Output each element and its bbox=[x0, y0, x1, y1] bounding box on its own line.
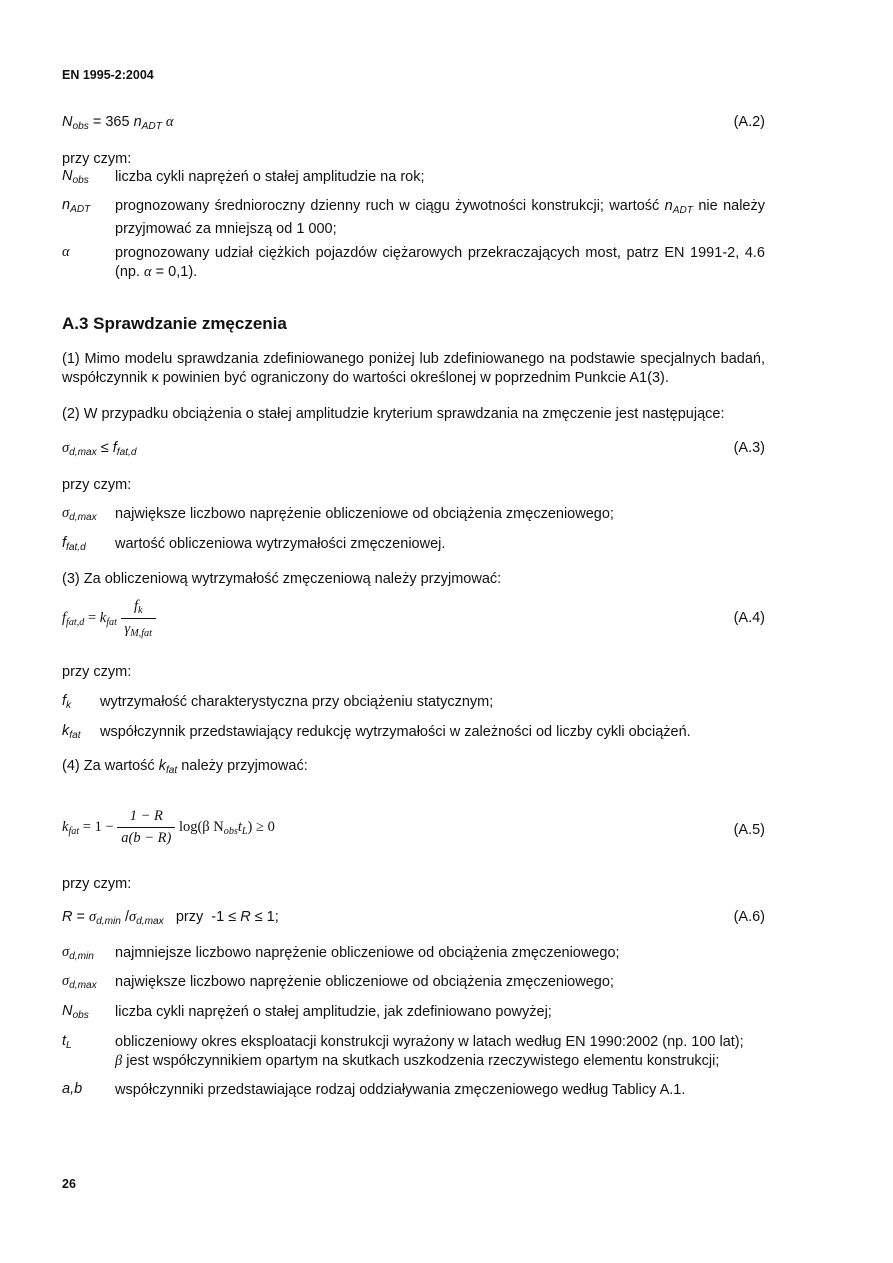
definition-a-b: współczynniki przedstawiające rodzaj oddziaływania zmęczeniowego według Tablicy A.1. bbox=[115, 1082, 686, 1098]
symbol-k-fat: $k_{fat}$ bbox=[62, 723, 81, 741]
equation-a3: $\sigma_{d,max} \le f_{fat,d}$ bbox=[62, 440, 137, 458]
equation-a5: $k_{fat} = 1$ − $\frac{1 - R}{a(b - R)}$ log(β $N_{obs}t_L) \ge 0$ bbox=[62, 808, 275, 846]
where-intro: przy czym: bbox=[62, 477, 132, 493]
equation-number-a4: (A.4) bbox=[733, 610, 765, 626]
equation-number-a3: (A.3) bbox=[733, 440, 765, 456]
symbol-f-fat-d: $f_{fat,d}$ bbox=[62, 535, 86, 553]
paragraph-3: (3) Za obliczeniową wytrzymałość zmęczeniową należy przyjmować: bbox=[62, 571, 502, 587]
definition-t-l: obliczeniowy okres eksploatacji konstrukcji wyrażony w latach według EN 1990:2002 (np. 100 lat); β jest współczynnikiem opartym na skutkach uszkodzenia rzeczywistego elementu konstrukcji; bbox=[115, 1034, 744, 1069]
symbol-t-l: $t_L$ bbox=[62, 1033, 72, 1051]
paragraph-4: (4) Za wartość $k_{fat}$ należy przyjmować: bbox=[62, 758, 308, 776]
section-heading: A.3 Sprawdzanie zmęczenia bbox=[62, 314, 287, 333]
symbol-sigma-d-min: $\sigma_{d,min}$ bbox=[62, 944, 94, 962]
definition-f-k: wytrzymałość charakterystyczna przy obciążeniu statycznym; bbox=[100, 694, 494, 710]
fraction-a5: $\frac{1 - R}{a(b - R)}$ bbox=[117, 808, 175, 847]
symbol-alpha: α bbox=[62, 244, 70, 260]
where-intro: przy czym: bbox=[62, 664, 132, 680]
definition-sigma-d-max: największe liczbowo naprężenie obliczeniowe od obciążenia zmęczeniowego; bbox=[115, 506, 614, 522]
paragraph-1: (1) Mimo modelu sprawdzania zdefiniowanego poniżej lub zdefiniowanego na podstawie specjalnych badań, współczynnik κ powinien być ograniczony do wartości określonej w poprzednim Punkcie A1(3). bbox=[62, 351, 765, 386]
definition-f-fat-d: wartość obliczeniowa wytrzymałości zmęczeniowej. bbox=[115, 536, 446, 552]
fraction-a4: $\frac{f_k}{\gamma_{M,fat}}$ bbox=[121, 598, 156, 639]
document-header: EN 1995-2:2004 bbox=[62, 68, 154, 82]
equation-a2: $N_{obs} = 365$ $n_{ADT}$ α bbox=[62, 114, 174, 132]
definition-sigma-d-max-2: największe liczbowo naprężenie obliczeniowe od obciążenia zmęczeniowego; bbox=[115, 974, 614, 990]
definition-n-obs: liczba cykli naprężeń o stałej amplitudzie na rok; bbox=[115, 169, 425, 185]
definition-sigma-d-min: najmniejsze liczbowo naprężenie obliczeniowe od obciążenia zmęczeniowego; bbox=[115, 945, 620, 961]
where-intro: przy czym: bbox=[62, 151, 132, 167]
equation-a4: $f_{fat,d} = k_{fat}$ $\frac{f_k}{\gamma_{M,fat}}$ bbox=[62, 598, 156, 639]
symbol-f-k: $f_k$ bbox=[62, 693, 72, 711]
symbol-sigma-d-max-2: $\sigma_{d,max}$ bbox=[62, 973, 97, 991]
where-intro: przy czym: bbox=[62, 876, 132, 892]
symbol-a-b: a,b bbox=[62, 1081, 83, 1097]
symbol-n-obs-2: $N_{obs}$ bbox=[62, 1003, 89, 1021]
symbol-n-adt: $n_{ADT}$ bbox=[62, 197, 91, 215]
page-number: 26 bbox=[62, 1177, 76, 1191]
symbol-sigma-d-max: $\sigma_{d,max}$ bbox=[62, 505, 97, 523]
definition-alpha: prognozowany udział ciężkich pojazdów ciężarowych przekraczających most, patrz EN 1991-2, 4.6 (np. α = 0,1). bbox=[115, 245, 765, 280]
equation-a6: $R = \sigma_{d,min}$ $/\sigma_{d,max}$ przy -1 ≤ R ≤ 1; bbox=[62, 909, 279, 927]
definition-k-fat: współczynnik przedstawiający redukcję wytrzymałości w zależności od liczby cykli obciążeń. bbox=[100, 724, 691, 740]
equation-number-a6: (A.6) bbox=[733, 909, 765, 925]
paragraph-2: (2) W przypadku obciążenia o stałej amplitudzie kryterium sprawdzania na zmęczenie jest następujące: bbox=[62, 406, 725, 422]
equation-number-a5: (A.5) bbox=[733, 822, 765, 838]
definition-n-obs-2: liczba cykli naprężeń o stałej amplitudzie, jak zdefiniowano powyżej; bbox=[115, 1004, 552, 1020]
definition-n-adt: prognozowany średnioroczny dzienny ruch w ciągu żywotności konstrukcji; wartość $n_{ADT}$ nie należy przyjmować za mniejszą od 1 000; bbox=[115, 198, 765, 237]
equation-number-a2: (A.2) bbox=[733, 114, 765, 130]
symbol-n-obs: $N_{obs}$ bbox=[62, 168, 89, 186]
